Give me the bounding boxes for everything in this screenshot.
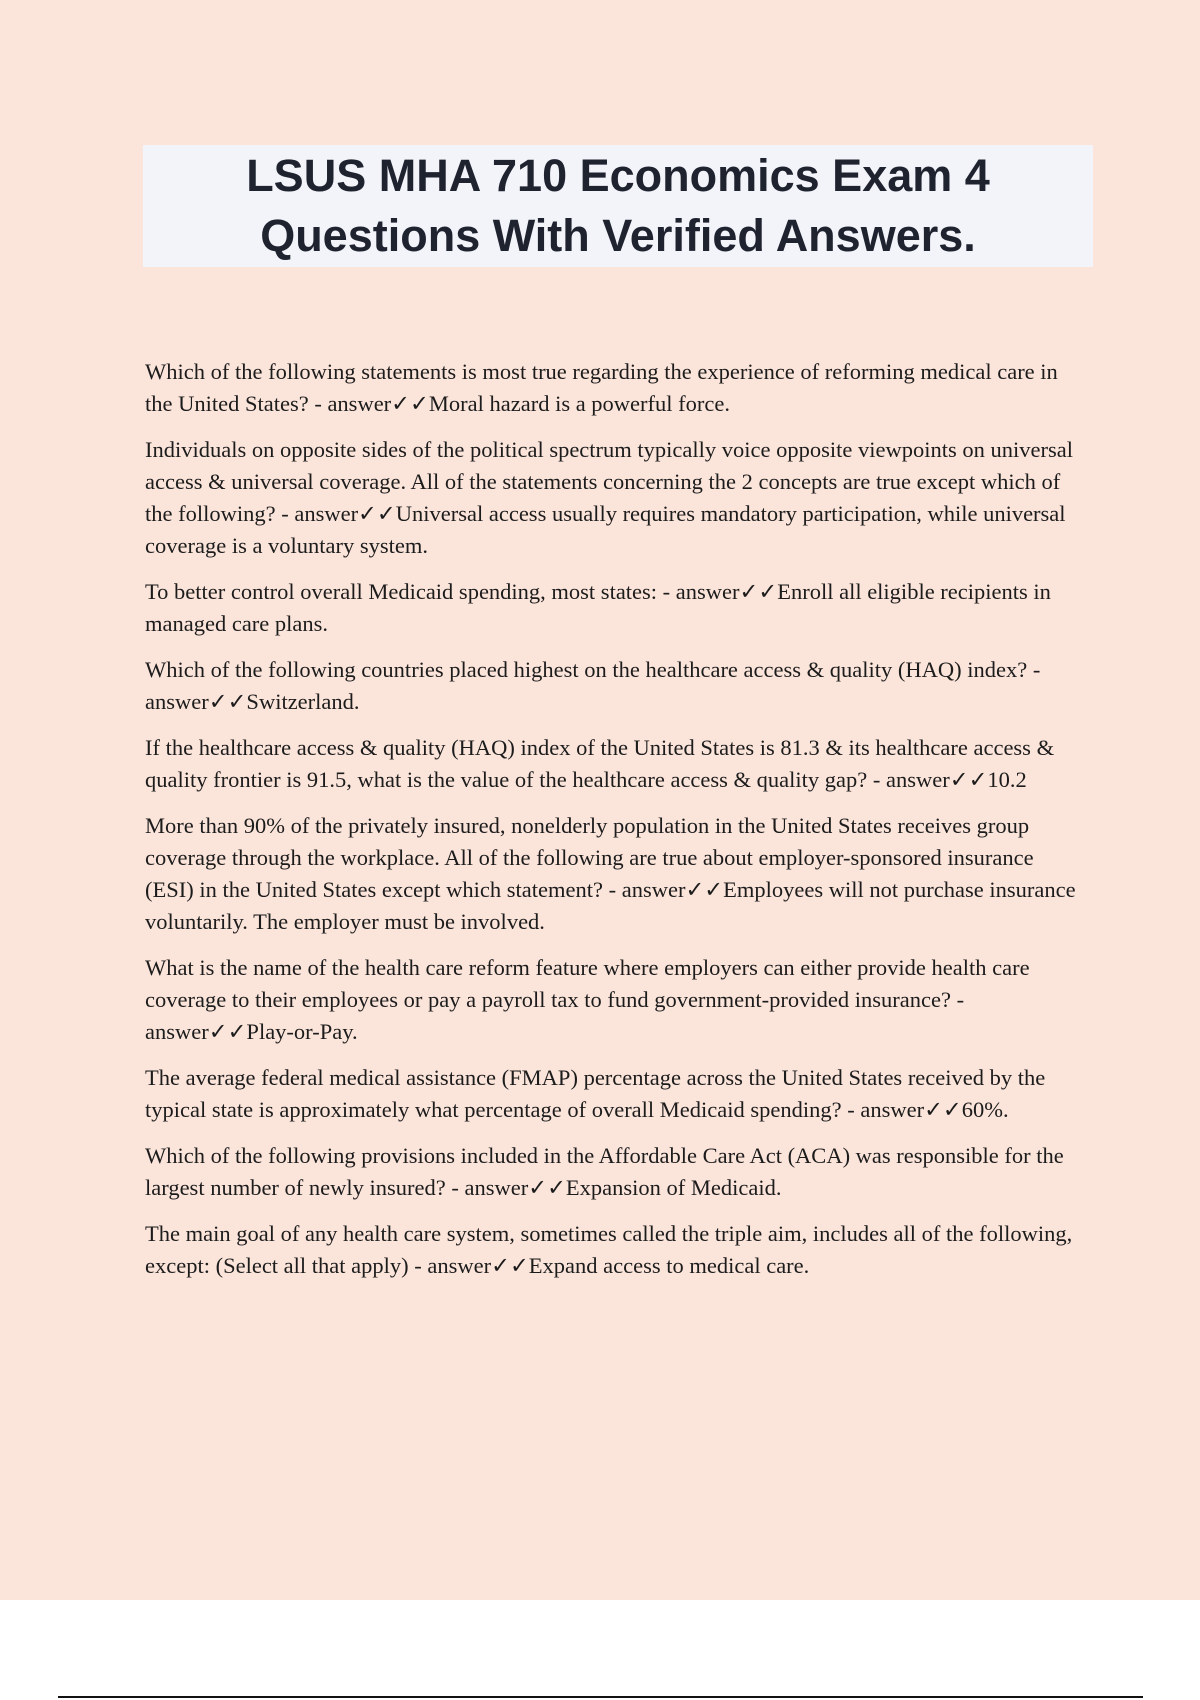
- title-line-1: LSUS MHA 710 Economics Exam 4: [246, 150, 990, 201]
- footer-divider: [58, 1696, 1143, 1698]
- qa-item: The average federal medical assistance (FMAP) percentage across the United States received by the typical state is approximately what percentage of overall Medicaid spending? - answer✓✓60%.: [145, 1065, 1046, 1122]
- qa-item: The main goal of any health care system, sometimes called the triple aim, includes all of the following, except: (Select all that apply) - answer✓✓Expand access to medical care.: [145, 1221, 1073, 1278]
- qa-item: If the healthcare access & quality (HAQ) index of the United States is 81.3 & its healthcare access & quality frontier is 91.5, what is the value of the healthcare access & quality gap? - answer✓✓10.2: [145, 735, 1055, 792]
- qa-item: What is the name of the health care reform feature where employers can either provide health care coverage to their employees or pay a payroll tax to fund government-provided insurance? - answer✓✓Play-or-Pay.: [145, 955, 1030, 1044]
- title-line-2: Questions With Verified Answers.: [260, 210, 976, 261]
- qa-item: Which of the following countries placed highest on the healthcare access & quality (HAQ) index? - answer✓✓Switzerland.: [145, 657, 1041, 714]
- document-title: [246, 146, 990, 266]
- qa-item: Which of the following provisions included in the Affordable Care Act (ACA) was responsible for the largest number of newly insured? - answer✓✓Expansion of Medicaid.: [145, 1143, 1064, 1200]
- qa-list: [145, 356, 1085, 1296]
- title-banner: [143, 145, 1093, 267]
- qa-item: More than 90% of the privately insured, nonelderly population in the United States receives group coverage through the workplace. All of the following are true about employer-sponsored insurance (ESI) in the United States except which statement? - answer✓✓Employees will not purchase insurance voluntarily. The employer must be involved.: [145, 813, 1076, 934]
- qa-item: To better control overall Medicaid spending, most states: - answer✓✓Enroll all eligible recipients in managed care plans.: [145, 579, 1051, 636]
- qa-item: Which of the following statements is most true regarding the experience of reforming medical care in the United States? - answer✓✓Moral hazard is a powerful force.: [145, 359, 1058, 416]
- qa-item: Individuals on opposite sides of the political spectrum typically voice opposite viewpoints on universal access & universal coverage. All of the statements concerning the 2 concepts are true except which of the following? - answer✓✓Universal access usually requires mandatory participation, while universal coverage is a voluntary system.: [145, 437, 1073, 558]
